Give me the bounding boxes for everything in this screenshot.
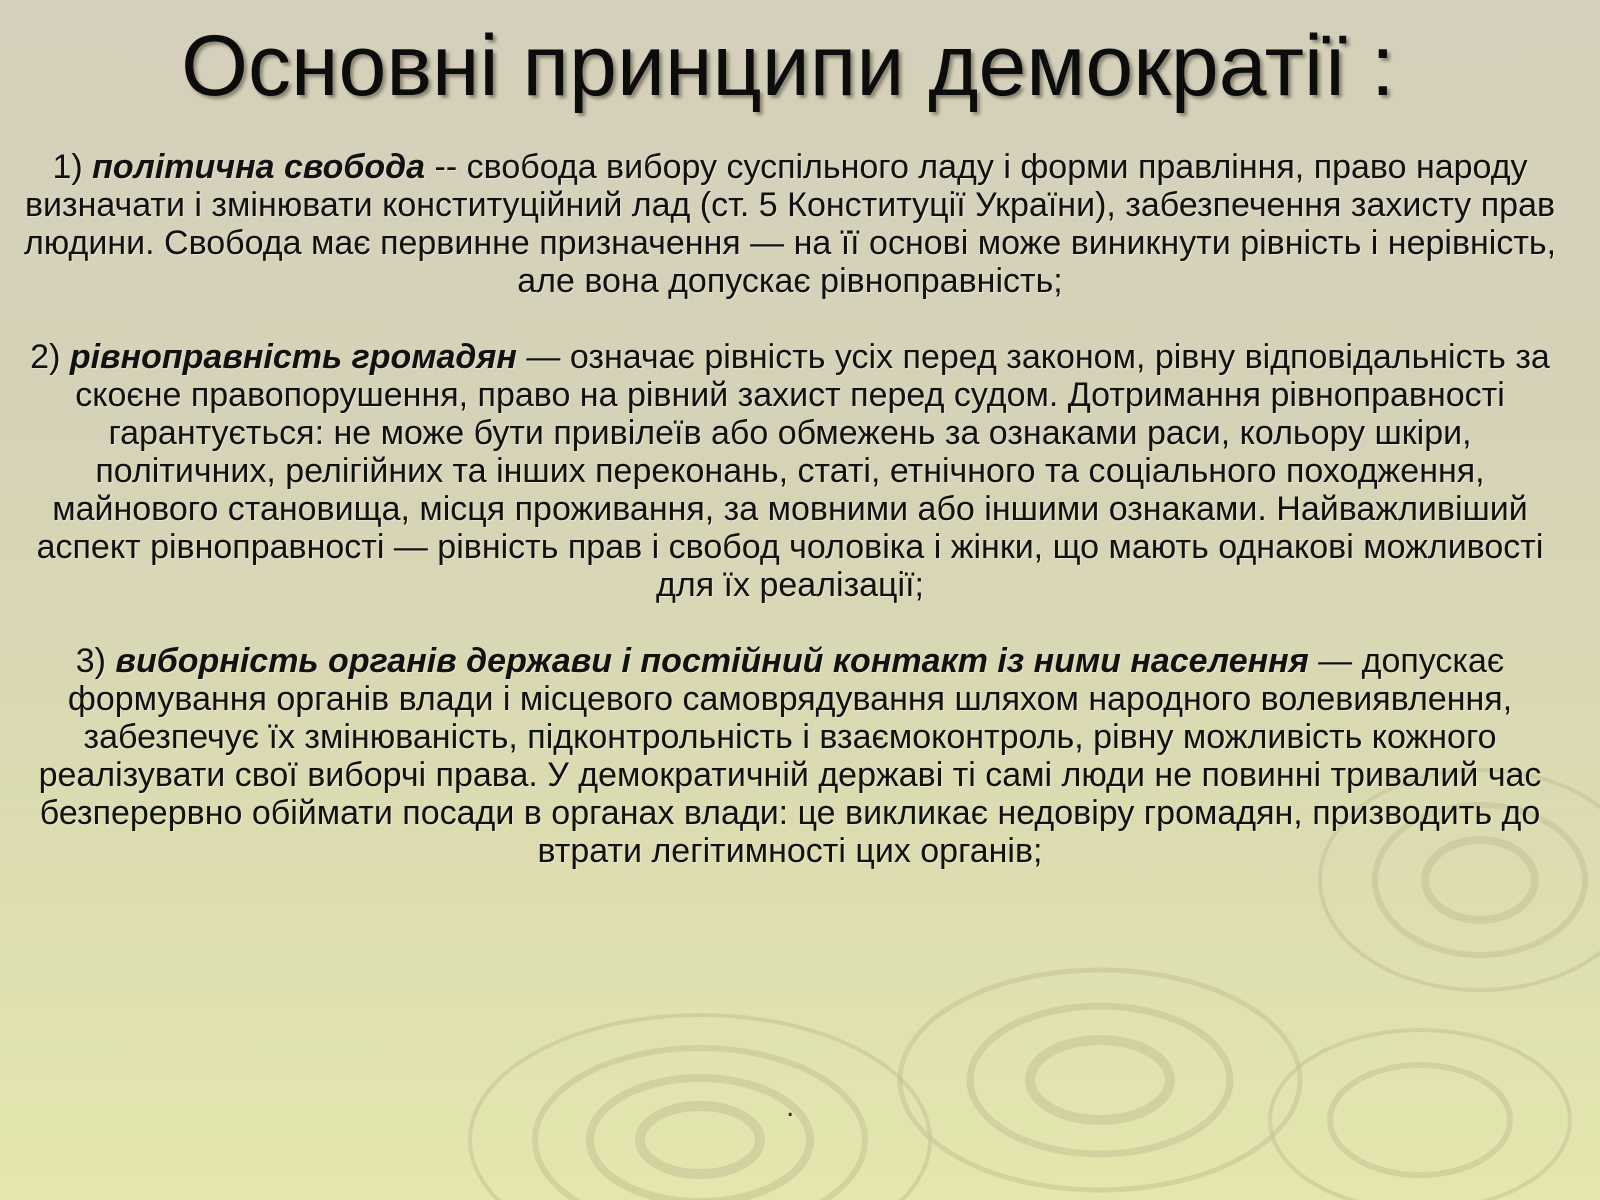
principle-item-3: [16, 642, 1564, 870]
principle-description: -- свобода вибору суспільного ладу і форми правління, право народу визначати і змінювати конституційний лад (ст. 5 Конституції України), забезпечення захисту прав людини. Свобода має первинне призначення — на її основі може виникнути рівність і нерівність, але вона допускає рівноправність;: [23, 148, 1557, 300]
principles-list: [16, 148, 1564, 908]
principle-number: 1): [52, 148, 83, 186]
principle-number: 2): [30, 338, 61, 376]
principle-number: 3): [75, 642, 116, 680]
principle-description: — допускає формування органів влади і місцевого самоврядування шляхом народного волевиявлення, забезпечує їх змінюваність, підконтрольність і взаємоконтроль, рівну можливість кожного реалізувати свої виборчі права. У демократичній державі ті самі люди не повинні тривалий час безперервно обіймати посади в органах влади: це викликає недовіру громадян, призводить до втрати легітимності цих органів;: [38, 642, 1542, 870]
principle-term: рівноправність громадян: [69, 338, 517, 376]
principle-item-1: [16, 148, 1564, 300]
slide-title: Основні принципи демократії :: [181, 18, 1395, 114]
principle-term: політична свобода: [92, 148, 426, 186]
principle-item-2: [16, 338, 1564, 604]
principle-description: — означає рівність усіх перед законом, рівну відповідальність за скоєне правопорушення, право на рівний захист перед судом. Дотримання рівноправності гарантується: не може бути привілеїв або обмежень за ознаками раси, кольору шкіри, політичних, релігійних та інших переконань, статі, етнічного та соціального походження, майнового становища, місця проживання, за мовними або іншими ознаками. Найважливіший аспект рівноправності — рівність прав і свобод чоловіка і жінки, що мають однакові можливості для їх реалізації;: [36, 338, 1550, 604]
trailing-mark: .: [786, 1090, 795, 1123]
principle-term: виборність органів держави і постійний контакт із ними населення: [115, 642, 1309, 680]
